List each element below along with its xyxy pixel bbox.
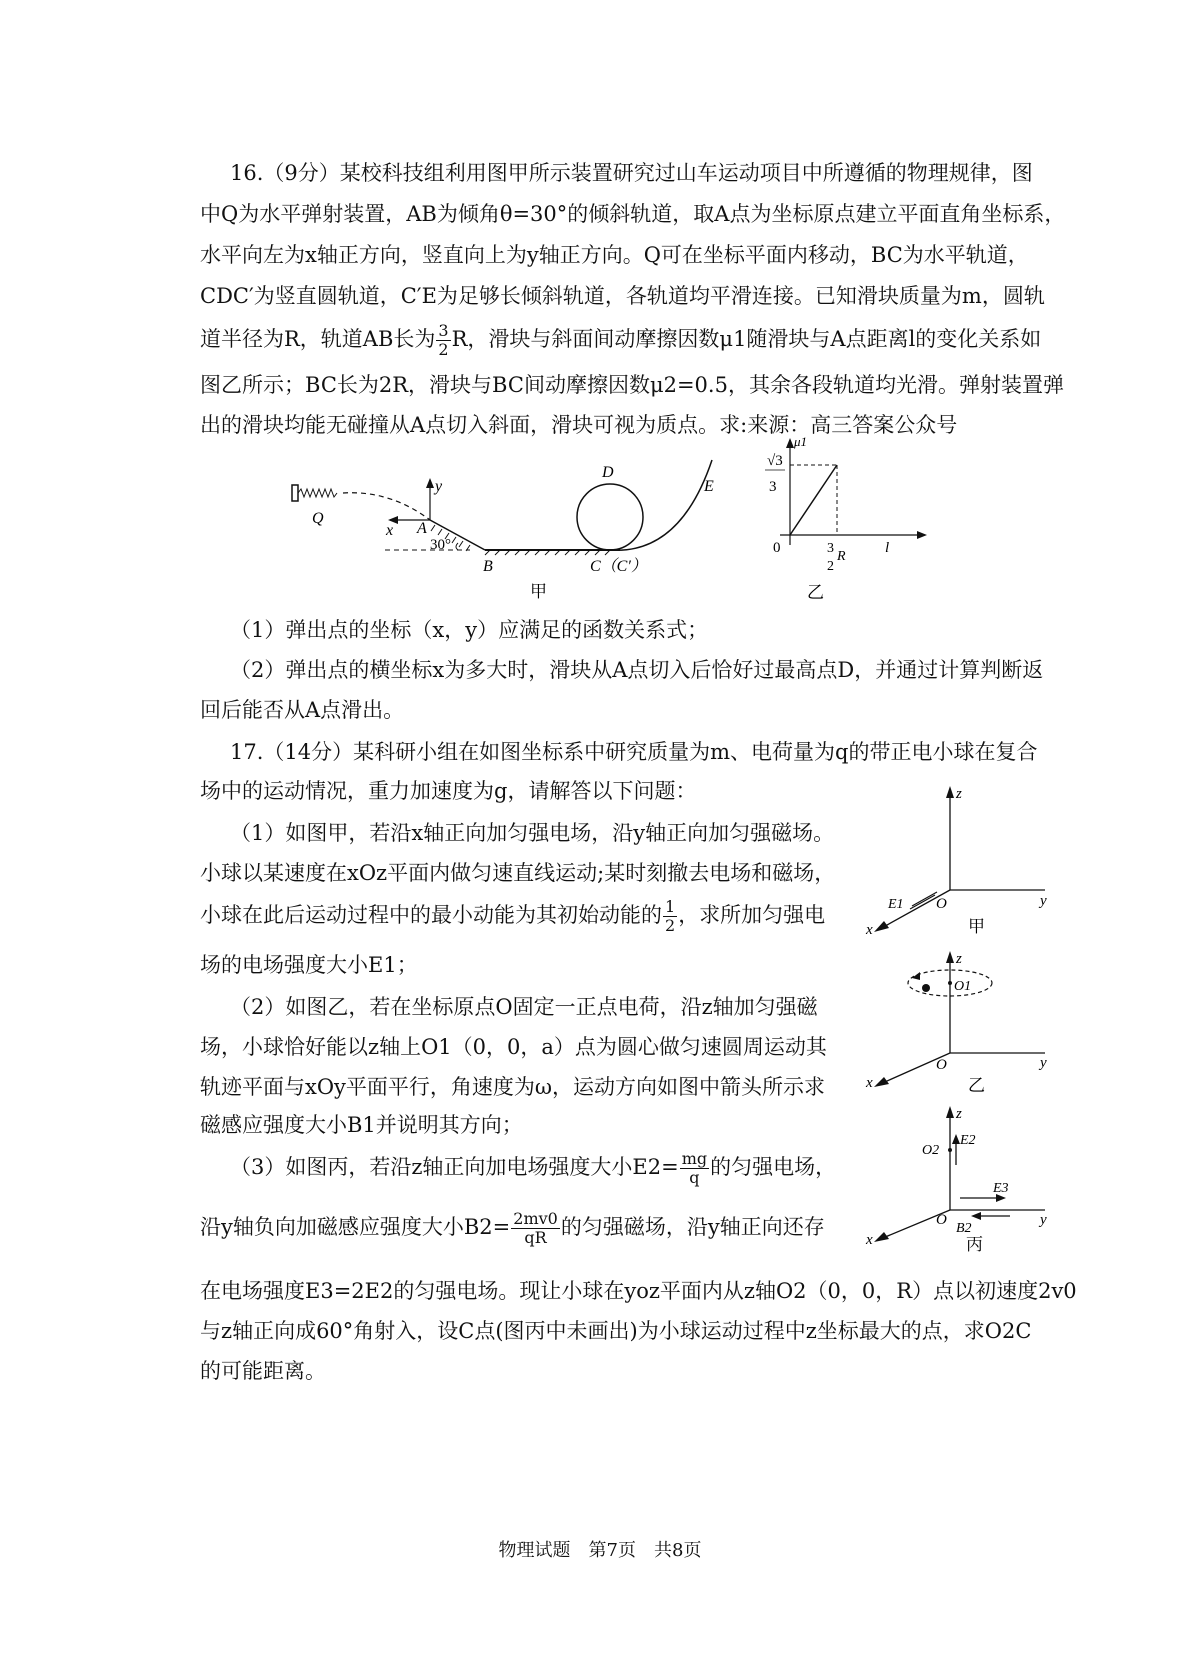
label-l: l xyxy=(885,540,890,556)
caption-jia: 甲 xyxy=(530,582,547,601)
spring-wall xyxy=(292,485,298,501)
label-angle: 30° xyxy=(430,537,451,553)
q17-s3-line-3: 在电场强度E3=2E2的匀强电场。现让小球在yoz平面内从z轴O2（0，0，R）点以初速度2v0 xyxy=(200,1279,1077,1303)
z-axis-arrow xyxy=(946,951,954,963)
q16-sub-2-line-2: 回后能否从A点滑出。 xyxy=(200,698,405,722)
ball xyxy=(922,984,930,992)
caption-yi: 乙 xyxy=(807,583,824,602)
q17-line-2: 场中的运动情况，重力加速度为g，请解答以下问题： xyxy=(200,779,697,803)
label-e2: E2 xyxy=(960,1133,976,1148)
label-three: 3 xyxy=(769,479,777,495)
spring-icon xyxy=(298,489,337,497)
mu-axis-arrow xyxy=(786,438,794,448)
q17-s3-line-1-b: 的匀强电场， xyxy=(710,1155,837,1179)
q16-line-5-b: R，滑块与斜面间动摩擦因数μ1随滑块与A点距离l的变化关系如 xyxy=(451,327,1042,351)
frac-num: mg xyxy=(681,1149,708,1168)
label-x: x xyxy=(866,1075,873,1091)
label-sqrt3: √3 xyxy=(767,453,783,469)
q17-line-1: 17.（14分）某科研小组在如图坐标系中研究质量为m、电荷量为q的带正电小球在复合 xyxy=(230,740,1038,764)
vertical-loop xyxy=(577,484,643,550)
q17-s2-line-4: 磁感应强度大小B1并说明其方向； xyxy=(200,1113,523,1137)
axes-figure-bing xyxy=(860,1100,1070,1260)
label-b: B xyxy=(483,558,493,575)
z-axis-arrow xyxy=(946,786,954,798)
axes-figure-yi xyxy=(860,945,1070,1095)
label-y: y xyxy=(1040,893,1047,909)
q16-sub-2-line-1: （2）弹出点的横坐标x为多大时，滑块从A点切入后恰好过最高点D，并通过计算判断返 xyxy=(230,658,1044,682)
q16-line-5 xyxy=(200,322,1105,359)
x-axis-arrow xyxy=(874,1232,889,1242)
frac-den: q xyxy=(689,1168,700,1187)
caption-jia-axes: 甲 xyxy=(968,917,985,936)
mu-line xyxy=(790,465,837,535)
x-axis-arrow xyxy=(874,1077,889,1087)
fraction-1-2 xyxy=(663,898,677,935)
q16-line-1: 16.（9分）某校科技组利用图甲所示装置研究过山车运动项目中所遵循的物理规律，图 xyxy=(230,161,1033,185)
q17-s2-line-3: 轨迹平面与xOy平面平行，角速度为ω，运动方向如图中箭头所示求 xyxy=(200,1075,826,1099)
label-z: z xyxy=(956,951,962,967)
label-c: C（C′） xyxy=(590,558,647,575)
label-e: E xyxy=(704,478,714,495)
label-y: y xyxy=(1040,1055,1047,1071)
label-x: x xyxy=(866,1232,873,1248)
b2-arrowhead xyxy=(971,1212,981,1220)
q17-s3-line-5: 的可能距离。 xyxy=(200,1359,326,1383)
e2-arrowhead xyxy=(952,1134,960,1144)
label-e1: E1 xyxy=(888,897,904,912)
label-d: D xyxy=(602,464,614,481)
center-o1 xyxy=(948,981,952,985)
q17-s3-line-2-a: 沿y轴负向加磁感应强度大小B2= xyxy=(200,1215,511,1239)
caption-bing-axes: 丙 xyxy=(966,1235,983,1254)
point-o2 xyxy=(948,1148,952,1152)
e1-arrow-line-2 xyxy=(910,895,935,909)
l-axis-arrow xyxy=(917,531,927,539)
y-axis-arrow xyxy=(426,478,434,488)
q17-s1-line-4: 场的电场强度大小E1； xyxy=(200,953,418,977)
label-o2: O2 xyxy=(922,1143,940,1158)
q17-s3-line-1-a: （3）如图丙，若沿z轴正向加电场强度大小E2= xyxy=(230,1155,679,1179)
q17-s2-line-2: 场，小球恰好能以z轴上O1（0，0，a）点为圆心做匀速圆周运动其 xyxy=(200,1035,827,1059)
label-y: y xyxy=(435,478,443,495)
trajectory-curve xyxy=(343,493,430,520)
q17-s2-line-1: （2）如图乙，若在坐标原点O固定一正点电荷，沿z轴加匀强磁 xyxy=(230,995,818,1019)
axes-figure-jia xyxy=(860,780,1070,945)
label-z: z xyxy=(956,1106,962,1122)
fraction-2mv0-qr xyxy=(511,1210,560,1247)
label-y: y xyxy=(1040,1212,1047,1228)
q16-sub-1: （1）弹出点的坐标（x，y）应满足的函数关系式； xyxy=(230,618,709,642)
figure-yi-graph xyxy=(765,430,935,605)
z-axis-arrow xyxy=(946,1106,954,1118)
label-lx-num: 3 xyxy=(827,541,834,556)
label-o1: O1 xyxy=(954,979,972,994)
label-lx-den: 2 xyxy=(827,559,834,574)
label-lx-r: R xyxy=(837,549,846,564)
label-o: O xyxy=(936,1212,947,1228)
q16-line-3: 水平向左为x轴正方向，竖直向上为y轴正方向。Q可在坐标平面内移动，BC为水平轨道， xyxy=(200,243,1029,267)
frac-num: 3 xyxy=(438,321,449,340)
label-e3: E3 xyxy=(993,1181,1009,1196)
label-zero: 0 xyxy=(773,540,781,556)
fraction-3-2 xyxy=(436,322,450,359)
q17-s3-line-4: 与z轴正向成60°角射入，设C点(图丙中未画出)为小球运动过程中z坐标最大的点，求O2C xyxy=(200,1319,1032,1343)
track-ce xyxy=(610,460,712,550)
q17-s1-line-1: （1）如图甲，若沿x轴正向加匀强电场，沿y轴正向加匀强磁场。 xyxy=(230,821,835,845)
label-mu: μ1 xyxy=(794,434,808,449)
label-b2: B2 xyxy=(956,1221,972,1236)
label-x: x xyxy=(866,922,873,938)
label-a: A xyxy=(417,520,427,537)
label-o: O xyxy=(936,896,947,912)
q16-line-4: CDC′为竖直圆轨道，C′E为足够长倾斜轨道，各轨道均平滑连接。已知滑块质量为m，圆轨 xyxy=(200,284,1045,308)
frac-den: 2 xyxy=(438,340,449,359)
q16-line-6: 图乙所示；BC长为2R，滑块与BC间动摩擦因数μ2=0.5，其余各段轨道均光滑。弹射装置弹 xyxy=(200,373,1064,397)
q17-s1-line-2: 小球以某速度在xOz平面内做匀速直线运动;某时刻撤去电场和磁场， xyxy=(200,861,836,885)
q17-s3-line-2-b: 的匀强磁场，沿y轴正向还存 xyxy=(560,1215,825,1239)
q16-line-2: 中Q为水平弹射装置，AB为倾角θ=30°的倾斜轨道，取A点为坐标原点建立平面直角坐标系， xyxy=(200,202,1066,226)
q17-s1-line-3-a: 小球在此后运动过程中的最小动能为其初始动能的 xyxy=(200,903,662,927)
x-axis-arrow xyxy=(874,921,889,932)
q16-line-7: 出的滑块均能无碰撞从A点切入斜面，滑块可视为质点。求:来源：高三答案公众号 xyxy=(200,413,958,437)
label-x: x xyxy=(386,522,394,539)
frac-num: 1 xyxy=(665,897,676,916)
frac-den: 2 xyxy=(665,916,676,935)
q17-s1-line-3-b: ，求所加匀强电 xyxy=(678,903,826,927)
page-footer: 物理试题 第7页 共8页 xyxy=(498,1540,702,1561)
label-o: O xyxy=(936,1057,947,1073)
label-q: Q xyxy=(312,510,324,527)
figure-jia-track xyxy=(280,455,740,605)
frac-num: 2mv0 xyxy=(513,1209,558,1228)
q16-line-5-a: 道半径为R，轨道AB长为 xyxy=(200,327,436,351)
caption-yi-axes: 乙 xyxy=(968,1076,985,1095)
angle-arc xyxy=(456,543,458,550)
label-z: z xyxy=(956,786,962,802)
frac-den: qR xyxy=(524,1228,547,1247)
direction-arrow xyxy=(912,972,920,980)
fraction-mg-q xyxy=(680,1150,709,1187)
